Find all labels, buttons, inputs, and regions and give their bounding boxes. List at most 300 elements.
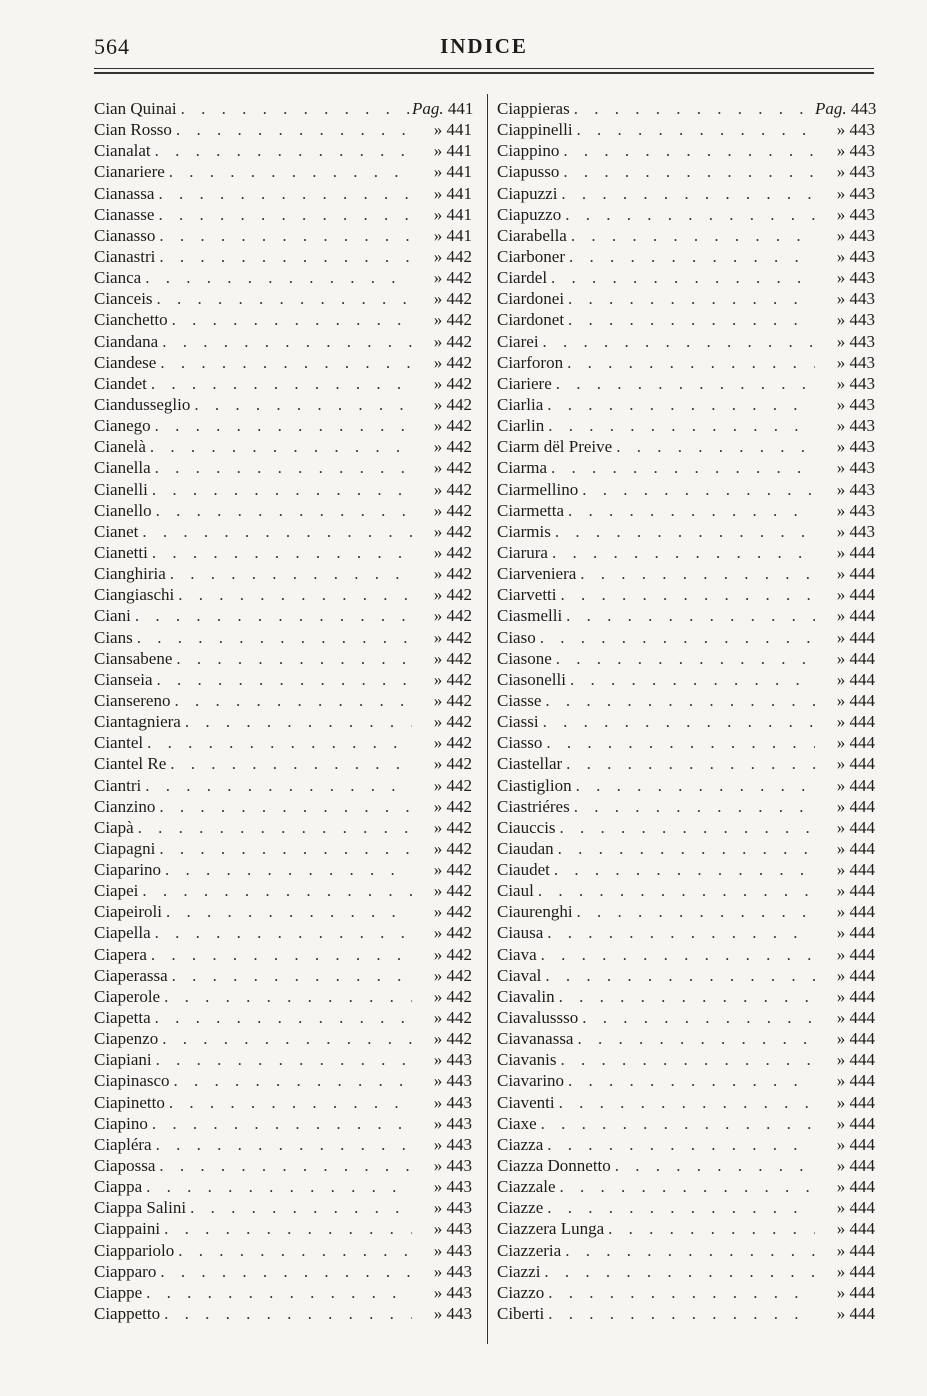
index-entry <box>497 1261 875 1282</box>
index-entry <box>94 838 472 859</box>
leader-dots <box>154 183 412 204</box>
leader-dots <box>534 880 815 901</box>
entry-name: Cianego <box>94 416 151 436</box>
leader-dots <box>561 1240 815 1261</box>
entry-name: Ciausa <box>497 923 544 943</box>
entry-name: Ciazzo <box>497 1282 545 1302</box>
header-rule-thick <box>94 72 874 74</box>
index-entry <box>94 246 472 267</box>
page-number-ref: 444 <box>849 1071 875 1091</box>
entry-name: Ciansabene <box>94 648 173 668</box>
index-entry <box>94 901 472 922</box>
ditto-mark: » <box>836 1113 846 1133</box>
leader-dots <box>573 1028 815 1049</box>
entry-name: Ciasso <box>497 733 543 753</box>
index-entry <box>497 436 875 457</box>
leader-dots <box>570 796 815 817</box>
entry-name: Cianelli <box>94 479 148 499</box>
ditto-mark: » <box>836 1071 846 1091</box>
page-number-ref: 444 <box>849 627 875 647</box>
leader-dots <box>152 1049 412 1070</box>
ditto-mark: » <box>433 225 443 245</box>
index-entry <box>497 1218 875 1239</box>
ditto-mark: » <box>836 373 846 393</box>
page-number-ref: 442 <box>446 733 472 753</box>
page-reference <box>815 1134 875 1155</box>
entry-name: Ciavanis <box>497 1050 557 1070</box>
page-number-ref: 443 <box>446 1071 472 1091</box>
page-number-ref: 444 <box>849 775 875 795</box>
page-reference <box>412 1303 472 1324</box>
page-number-ref: 442 <box>446 648 472 668</box>
entry-name: Ciandana <box>94 331 159 351</box>
entry-name: Ciappariolo <box>94 1240 175 1260</box>
entry-name: Ciazzeria <box>497 1240 562 1260</box>
page-reference <box>815 584 875 605</box>
ditto-mark: » <box>433 1282 443 1302</box>
ditto-mark: » <box>836 542 846 562</box>
index-entry <box>497 1155 875 1176</box>
leader-dots <box>142 1282 412 1303</box>
index-entry <box>497 542 875 563</box>
index-entry <box>94 479 472 500</box>
page-reference <box>815 880 875 901</box>
index-entry <box>497 690 875 711</box>
entry-name: Ciappe <box>94 1282 143 1302</box>
leader-dots <box>557 183 815 204</box>
page-reference <box>412 331 472 352</box>
ditto-mark: » <box>433 289 443 309</box>
index-entry <box>497 225 875 246</box>
entry-name: Ciardel <box>497 268 548 288</box>
entry-name: Cianastri <box>94 246 156 266</box>
entry-name: Ciazzale <box>497 1177 556 1197</box>
leader-dots <box>138 880 412 901</box>
entry-name: Cianca <box>94 268 142 288</box>
entry-name: Cianariere <box>94 162 165 182</box>
leader-dots <box>131 605 412 626</box>
page-number-ref: 443 <box>849 183 875 203</box>
index-entry <box>94 309 472 330</box>
page-number-ref: 441 <box>447 99 474 118</box>
page-reference <box>412 690 472 711</box>
entry-name: Ciani <box>94 606 131 626</box>
index-entry <box>497 732 875 753</box>
index-entry <box>497 1092 875 1113</box>
ditto-mark: » <box>433 120 443 140</box>
page-number-ref: 444 <box>849 1050 875 1070</box>
page-number-ref: 444 <box>849 1219 875 1239</box>
leader-dots <box>556 817 815 838</box>
page-number-ref: 444 <box>849 1134 875 1154</box>
page-reference <box>815 204 875 225</box>
ditto-mark: » <box>836 585 846 605</box>
ditto-mark: » <box>836 120 846 140</box>
leader-dots <box>172 119 412 140</box>
page-reference <box>412 373 472 394</box>
page-number-ref: 441 <box>446 141 472 161</box>
entry-name: Ciavalussso <box>497 1008 579 1028</box>
entry-name: Ciapiani <box>94 1050 152 1070</box>
page-number-ref: 443 <box>446 1092 472 1112</box>
page-reference <box>412 521 472 542</box>
leader-dots <box>537 1113 815 1134</box>
page-reference <box>815 859 875 880</box>
page-reference <box>815 500 875 521</box>
entry-name: Ciantel <box>94 733 144 753</box>
entry-name: Cianzino <box>94 796 156 816</box>
leader-dots <box>168 309 412 330</box>
page-number-ref: 443 <box>849 225 875 245</box>
page-reference <box>412 140 472 161</box>
entry-name: Ciarei <box>497 331 539 351</box>
leader-dots <box>543 922 815 943</box>
entry-name: Ciappinelli <box>497 120 573 140</box>
leader-dots <box>155 1155 412 1176</box>
index-entry <box>94 1049 472 1070</box>
entry-name: Ciarboner <box>497 246 565 266</box>
page-number-ref: 443 <box>446 1240 472 1260</box>
page-reference <box>815 415 875 436</box>
index-entry <box>497 563 875 584</box>
index-entry <box>497 352 875 373</box>
page-reference <box>412 648 472 669</box>
ditto-mark: » <box>433 648 443 668</box>
index-entry <box>497 584 875 605</box>
index-entry <box>94 859 472 880</box>
page-number-ref: 444 <box>849 733 875 753</box>
page-number-ref: 443 <box>849 394 875 414</box>
page-number-ref: 444 <box>849 669 875 689</box>
leader-dots <box>148 479 412 500</box>
index-entry <box>497 1197 875 1218</box>
entry-name: Ciaparino <box>94 860 162 880</box>
ditto-mark: » <box>836 289 846 309</box>
entry-name: Ciava <box>497 944 537 964</box>
ditto-mark: » <box>433 1198 443 1218</box>
ditto-mark: » <box>836 437 846 457</box>
page-reference <box>412 986 472 1007</box>
page-number-ref: 442 <box>446 1029 472 1049</box>
index-column-left <box>94 98 472 1324</box>
entry-name: Ciapeiroli <box>94 902 162 922</box>
page-reference <box>815 225 875 246</box>
leader-dots <box>152 500 412 521</box>
index-entry <box>497 986 875 1007</box>
index-entry <box>497 415 875 436</box>
index-entry <box>94 457 472 478</box>
ditto-mark: » <box>433 902 443 922</box>
leader-dots <box>153 288 412 309</box>
index-entry <box>94 817 472 838</box>
ditto-mark: » <box>836 1282 846 1302</box>
pag-label: Pag. <box>412 99 444 118</box>
page-reference <box>815 986 875 1007</box>
entry-name: Ciazzi <box>497 1261 541 1281</box>
index-entry <box>94 669 472 690</box>
entry-name: Cianetti <box>94 542 148 562</box>
ditto-mark: » <box>836 860 846 880</box>
page-number-ref: 443 <box>849 141 875 161</box>
leader-dots <box>160 986 412 1007</box>
leader-dots <box>540 1261 815 1282</box>
leader-dots <box>148 1113 412 1134</box>
page-number-ref: 443 <box>446 1304 472 1324</box>
page-reference <box>815 183 875 204</box>
entry-name: Ciazzera Lunga <box>497 1219 605 1239</box>
entry-name: Ciappino <box>497 141 560 161</box>
leader-dots <box>177 98 412 119</box>
ditto-mark: » <box>433 394 443 414</box>
page-number-ref: 442 <box>446 606 472 626</box>
ditto-mark: » <box>836 817 846 837</box>
ditto-mark: » <box>836 416 846 436</box>
page-number-ref: 442 <box>446 923 472 943</box>
entry-name: Ciassi <box>497 712 539 732</box>
leader-dots <box>565 246 815 267</box>
index-entry <box>497 775 875 796</box>
leader-dots <box>543 1197 815 1218</box>
page-reference <box>815 753 875 774</box>
page-number-ref: 444 <box>849 542 875 562</box>
page-number-ref: 442 <box>446 712 472 732</box>
ditto-mark: » <box>836 648 846 668</box>
page-number-ref: 442 <box>446 416 472 436</box>
page-number-ref: 444 <box>849 838 875 858</box>
index-entry <box>94 1218 472 1239</box>
leader-dots <box>566 669 815 690</box>
leader-dots <box>165 161 412 182</box>
page-reference <box>815 457 875 478</box>
leader-dots <box>556 1176 815 1197</box>
page-reference <box>412 352 472 373</box>
ditto-mark: » <box>433 1113 443 1133</box>
entry-name: Ciaval <box>497 965 542 985</box>
index-entry <box>94 1197 472 1218</box>
entry-name: Ciarura <box>497 542 548 562</box>
entry-name: Ciarlin <box>497 416 545 436</box>
ditto-mark: » <box>433 1177 443 1197</box>
ditto-mark: » <box>836 712 846 732</box>
leader-dots <box>166 563 412 584</box>
page-reference <box>412 775 472 796</box>
column-divider <box>487 94 488 1344</box>
leader-dots <box>563 352 815 373</box>
entry-name: Ciapusso <box>497 162 560 182</box>
page-number-ref: 443 <box>849 373 875 393</box>
ditto-mark: » <box>836 500 846 520</box>
index-entry <box>497 669 875 690</box>
index-entry <box>497 204 875 225</box>
page-reference <box>412 922 472 943</box>
ditto-mark: » <box>836 754 846 774</box>
ditto-mark: » <box>433 669 443 689</box>
page-number-ref: 442 <box>446 944 472 964</box>
leader-dots <box>155 225 412 246</box>
page-number-ref: 443 <box>849 479 875 499</box>
page-reference <box>412 817 472 838</box>
page-number-ref: 442 <box>446 796 472 816</box>
page-reference <box>412 1113 472 1134</box>
leader-dots <box>190 394 412 415</box>
page-number-ref: 441 <box>446 225 472 245</box>
page-reference <box>412 880 472 901</box>
ditto-mark: » <box>836 733 846 753</box>
leader-dots <box>552 373 815 394</box>
leader-dots <box>570 98 815 119</box>
ditto-mark: » <box>433 373 443 393</box>
index-entry <box>497 1028 875 1049</box>
entry-name: Ciariere <box>497 373 552 393</box>
index-entry <box>94 648 472 669</box>
page-number-ref: 442 <box>446 289 472 309</box>
ditto-mark: » <box>433 817 443 837</box>
index-entry <box>94 500 472 521</box>
index-entry <box>94 542 472 563</box>
ditto-mark: » <box>836 521 846 541</box>
index-entry <box>94 1113 472 1134</box>
page-number-ref: 442 <box>446 627 472 647</box>
ditto-mark: » <box>433 712 443 732</box>
entry-name: Ciapino <box>94 1113 148 1133</box>
page-number-ref: 441 <box>446 120 472 140</box>
leader-dots <box>557 1049 816 1070</box>
header-rule <box>94 68 874 69</box>
leader-dots <box>170 1070 412 1091</box>
index-entry <box>497 838 875 859</box>
index-entry <box>497 817 875 838</box>
index-entry <box>94 521 472 542</box>
leader-dots <box>142 1176 412 1197</box>
entry-name: Ciantel Re <box>94 754 167 774</box>
leader-dots <box>550 859 815 880</box>
page-number-ref: 444 <box>849 754 875 774</box>
index-entry <box>94 753 472 774</box>
entry-name: Ciarlia <box>497 394 544 414</box>
page-reference <box>412 309 472 330</box>
entry-name: Ciaurenghi <box>497 902 573 922</box>
leader-dots <box>556 584 815 605</box>
ditto-mark: » <box>433 246 443 266</box>
index-entry <box>94 605 472 626</box>
index-entry <box>94 627 472 648</box>
leader-dots <box>168 965 412 986</box>
ditto-mark: » <box>433 1092 443 1112</box>
ditto-mark: » <box>433 1134 443 1154</box>
ditto-mark: » <box>836 310 846 330</box>
entry-name: Ciansereno <box>94 690 171 710</box>
page-number-ref: 443 <box>849 246 875 266</box>
ditto-mark: » <box>836 796 846 816</box>
ditto-mark: » <box>836 1198 846 1218</box>
page-reference <box>815 1176 875 1197</box>
leader-dots <box>160 1218 412 1239</box>
page-reference <box>815 690 875 711</box>
page-reference <box>815 1092 875 1113</box>
page-reference <box>815 1218 875 1239</box>
entry-name: Ciangiaschi <box>94 585 175 605</box>
page-number-ref: 442 <box>446 1008 472 1028</box>
index-entry <box>497 1049 875 1070</box>
leader-dots <box>141 267 412 288</box>
index-entry <box>94 267 472 288</box>
ditto-mark: » <box>433 416 443 436</box>
page-number-ref: 443 <box>849 120 875 140</box>
index-entry <box>94 436 472 457</box>
entry-name: Ciavalin <box>497 986 555 1006</box>
index-entry <box>497 183 875 204</box>
page-number-ref: 444 <box>849 1092 875 1112</box>
ditto-mark: » <box>836 902 846 922</box>
ditto-mark: » <box>433 1304 443 1324</box>
page-reference <box>815 542 875 563</box>
page-reference <box>815 1155 875 1176</box>
page-number-ref: 442 <box>446 881 472 901</box>
index-entry <box>94 415 472 436</box>
index-entry <box>497 98 875 119</box>
ditto-mark: » <box>433 627 443 647</box>
index-entry <box>497 457 875 478</box>
leader-dots <box>567 225 815 246</box>
page-number-ref: 443 <box>849 268 875 288</box>
leader-dots <box>552 648 815 669</box>
ditto-mark: » <box>433 923 443 943</box>
leader-dots <box>541 690 815 711</box>
page-number-ref: 444 <box>849 1113 875 1133</box>
leader-dots <box>573 119 815 140</box>
ditto-mark: » <box>836 1092 846 1112</box>
page-reference <box>815 775 875 796</box>
ditto-mark: » <box>433 352 443 372</box>
ditto-mark: » <box>433 1156 443 1176</box>
entry-name: Ciastellar <box>497 754 563 774</box>
ditto-mark: » <box>836 965 846 985</box>
page-reference <box>815 1049 875 1070</box>
index-entry <box>94 1155 472 1176</box>
page-reference <box>412 753 472 774</box>
ditto-mark: » <box>433 204 443 224</box>
index-entry <box>497 394 875 415</box>
index-entry <box>94 1261 472 1282</box>
index-entry <box>94 1134 472 1155</box>
index-entry <box>94 204 472 225</box>
index-entry <box>497 1007 875 1028</box>
index-entry <box>94 225 472 246</box>
page-number-ref: 442 <box>446 521 472 541</box>
entry-name: Ciasse <box>497 690 542 710</box>
page-number-ref: 443 <box>446 1282 472 1302</box>
ditto-mark: » <box>433 881 443 901</box>
leader-dots <box>554 838 815 859</box>
entry-name: Ciasonelli <box>497 669 566 689</box>
page-reference <box>412 500 472 521</box>
index-entry <box>497 373 875 394</box>
page-number-ref: 444 <box>849 923 875 943</box>
leader-dots <box>604 1218 815 1239</box>
page-number-ref: 442 <box>446 437 472 457</box>
page-reference <box>815 817 875 838</box>
entry-name: Ciapparo <box>94 1261 157 1281</box>
entry-name: Ciarma <box>497 458 548 478</box>
page-reference <box>412 563 472 584</box>
leader-dots <box>544 1282 815 1303</box>
page-reference <box>815 711 875 732</box>
page-reference <box>815 309 875 330</box>
index-entry <box>94 183 472 204</box>
page-number-ref: 442 <box>446 331 472 351</box>
entry-name: Ciarabella <box>497 225 567 245</box>
index-entry <box>94 1176 472 1197</box>
